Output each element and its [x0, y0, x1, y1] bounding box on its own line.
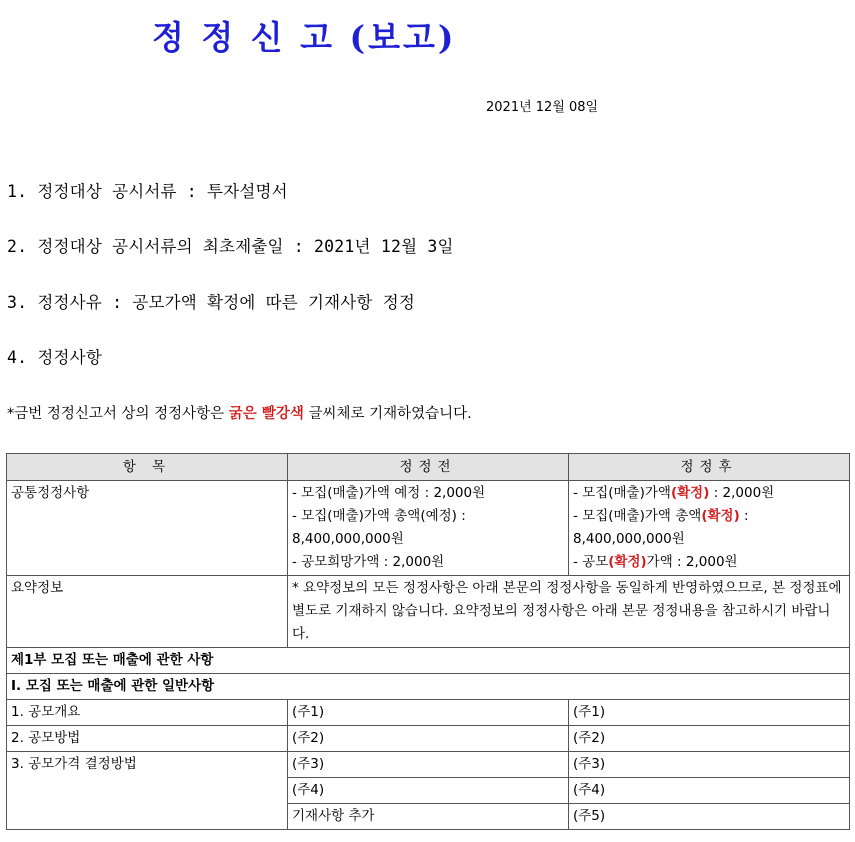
common-after-line [573, 505, 845, 528]
common-after-line: 8,400,000,000원 [573, 531, 685, 547]
row-before: (주3) [288, 752, 569, 778]
table-row-part [7, 648, 850, 674]
item-2: 2. 정정대상 공시서류의 최초제출일 : 2021년 12월 3일 [7, 237, 454, 256]
header-after: 정정후 [569, 454, 850, 481]
item-3: 3. 정정사유 : 공모가액 확정에 따른 기재사항 정정 [7, 293, 415, 312]
part-heading: 제1부 모집 또는 매출에 관한 사항 [7, 648, 850, 674]
common-after-line [573, 551, 845, 574]
notice-highlight: 굵은 빨강색 [228, 406, 304, 422]
table-row-common [7, 481, 850, 576]
text: - 모집(매출)가액 [573, 485, 671, 501]
table-row-summary [7, 576, 850, 648]
section-heading: Ⅰ. 모집 또는 매출에 관한 일반사항 [7, 674, 850, 700]
row-label: 3. 공모가격 결정방법 [7, 752, 288, 830]
text: - 공모 [573, 554, 609, 570]
item-1: 1. 정정대상 공시서류 : 투자설명서 [7, 182, 288, 201]
common-before-line: 8,400,000,000원 [292, 531, 404, 547]
notice-prefix: *금번 정정신고서 상의 정정사항은 [7, 406, 229, 422]
row-before: (주4) [288, 778, 569, 804]
common-before-line: - 공모희망가액 : 2,000원 [292, 554, 445, 570]
table-row [7, 700, 850, 726]
header-before: 정정전 [288, 454, 569, 481]
changed-mark: (확정) [670, 485, 710, 501]
row-label: 2. 공모방법 [7, 726, 288, 752]
text: : [739, 508, 749, 524]
common-before [288, 481, 569, 576]
summary-label: 요약정보 [7, 576, 288, 648]
row-after: (주4) [569, 778, 850, 804]
correction-table [6, 453, 850, 830]
table-header-row [7, 454, 850, 481]
common-after [569, 481, 850, 576]
row-before: (주2) [288, 726, 569, 752]
common-label: 공통정정사항 [7, 481, 288, 576]
changed-mark: (확정) [608, 554, 647, 570]
correction-notice [7, 402, 472, 423]
common-after-line [573, 482, 845, 505]
table-row-section [7, 674, 850, 700]
changed-mark: (확정) [701, 508, 740, 524]
row-after: (주3) [569, 752, 850, 778]
text: - 모집(매출)가액 총액 [573, 508, 702, 524]
row-before: 기재사항 추가 [288, 804, 569, 830]
common-before-line: - 모집(매출)가액 총액(예정) : [292, 508, 466, 524]
notice-suffix: 글씨체로 기재하였습니다. [303, 406, 472, 422]
summary-text: * 요약정보의 모든 정정사항은 아래 본문의 정정사항을 동일하게 반영하였으므로, 본 정정표에 별도로 기재하지 않습니다. 요약정보의 정정사항은 아래 본문 정정내용을 참고하시기 바랍니다. [288, 576, 850, 648]
table-row [7, 726, 850, 752]
header-item: 항 목 [7, 454, 288, 481]
item-4: 4. 정정사항 [7, 348, 102, 367]
row-after: (주2) [569, 726, 850, 752]
document-title: 정 정 신 고 (보고) [152, 18, 457, 57]
row-after: (주1) [569, 700, 850, 726]
text: 가액 : 2,000원 [646, 554, 738, 570]
common-before-line: - 모집(매출)가액 예정 : 2,000원 [292, 485, 486, 501]
table-row [7, 752, 850, 778]
row-after: (주5) [569, 804, 850, 830]
row-before: (주1) [288, 700, 569, 726]
report-date: 2021년 12월 08일 [486, 100, 599, 115]
text: : 2,000원 [709, 485, 775, 501]
row-label: 1. 공모개요 [7, 700, 288, 726]
